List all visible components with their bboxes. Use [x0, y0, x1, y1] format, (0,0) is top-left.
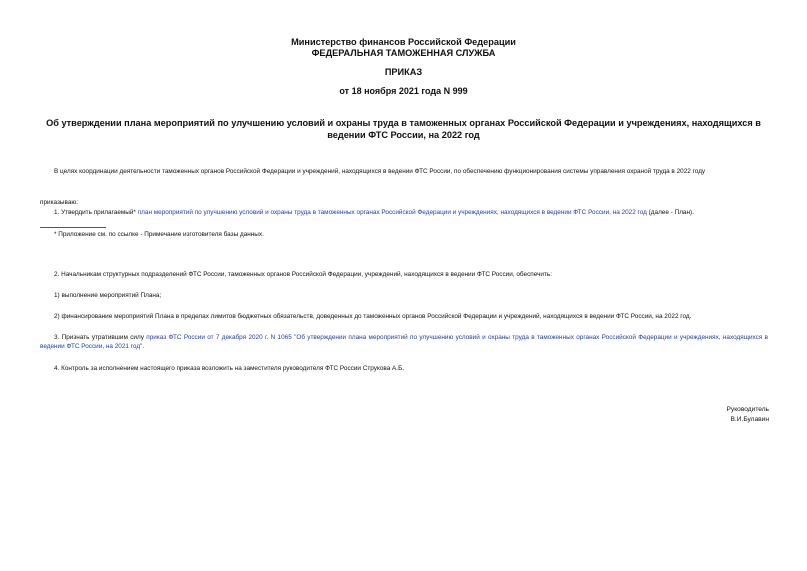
ministry-name: Министерство финансов Российской Федерации [291, 37, 516, 47]
item-3-suffix: . [142, 343, 145, 350]
item-3-paragraph [40, 333, 768, 351]
document-title: Об утверждении плана мероприятий по улучшению условий и охраны труда в таможенных органах Российской Федерации и учреждениях, находящихся в ведении ФТС России, на 2022 год [46, 118, 761, 140]
revoked-order-link[interactable]: приказ ФТС России от 7 декабря 2020 г. N 1065 "Об утверждении плана мероприятий по улучшению условий и охраны труда в таможенных органах Российской Федерации и учреждениях, находящихся в ведении ФТС России, на 2021 год" [40, 334, 769, 350]
document-header [0, 37, 807, 59]
item-2-1-paragraph: 1) выполнение мероприятий Плана; [54, 292, 162, 299]
item-1-suffix: (далее - План). [648, 209, 694, 216]
service-name: ФЕДЕРАЛЬНАЯ ТАМОЖЕННАЯ СЛУЖБА [311, 48, 496, 58]
item-4-paragraph: 4. Контроль за исполнением настоящего приказа возложить на заместителя руководителя ФТС России Струкова А.Б. [54, 365, 405, 372]
signature-name: В.И.Булавин [730, 416, 769, 423]
item-1-prefix: 1. Утвердить прилагаемый* [54, 209, 136, 216]
item-3-prefix: 3. Признать утратившим силу [54, 334, 144, 341]
document-type: ПРИКАЗ [384, 67, 423, 77]
preamble-paragraph: В целях координации деятельности таможенных органов Российской Федерации и учреждений, находящихся в ведении ФТС России, по обеспечению функционирования системы управления охраной труда в 2022 году [54, 168, 706, 175]
plan-link[interactable]: план мероприятий по улучшению условий и охраны труда в таможенных органах Российской Федерации и учреждениях, находящихся в ведении ФТС России, на 2022 год [137, 209, 647, 216]
item-2-2-paragraph: 2) финансирование мероприятий Плана в пределах лимитов бюджетных обязательств, доведенных до таможенных органов Российской Федерации и учреждений, находящихся в ведении ФТС России, на 2022 год. [54, 313, 692, 320]
item-1-paragraph [40, 208, 768, 217]
order-word: приказываю: [40, 199, 78, 206]
footnote-text: * Приложение см. по ссылке - Примечание изготовителя базы данных. [54, 231, 264, 238]
signature-position: Руководитель [726, 406, 769, 413]
footnote-divider [40, 227, 106, 228]
item-2-paragraph: 2. Начальникам структурных подразделений ФТС России, таможенных органов Российской Федерации, учреждений, находящихся в ведении ФТС России, обеспечить: [54, 271, 552, 278]
document-date: от 18 ноября 2021 года N 999 [339, 86, 468, 96]
